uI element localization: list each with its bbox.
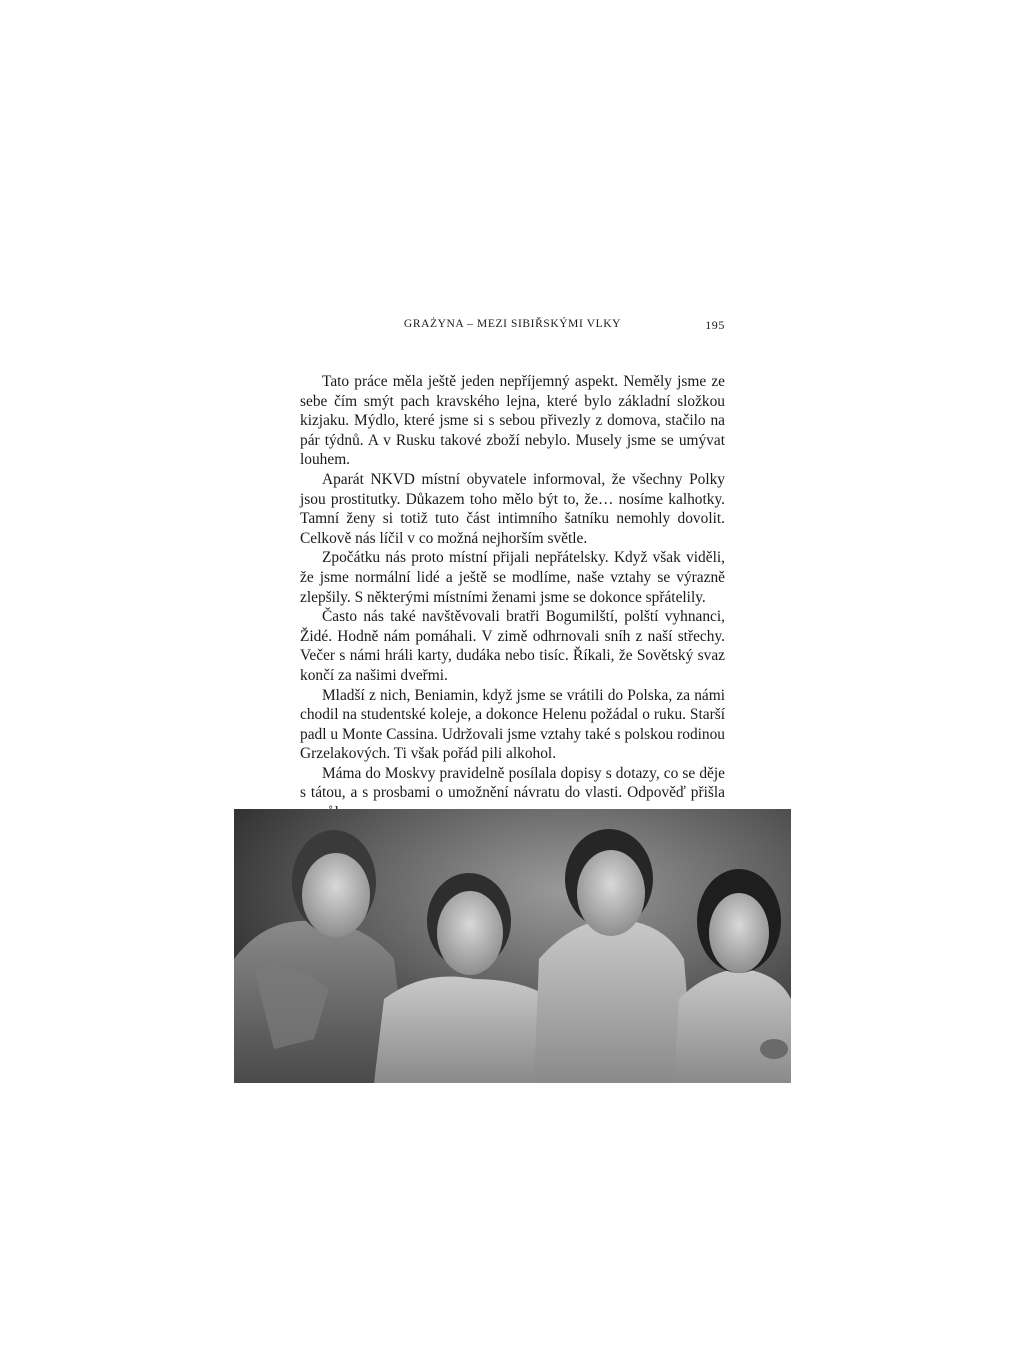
paragraph: Máma do Moskvy pravidelně posílala dopisy s dotazy, co se děje s tátou, a s prosbami o umožnění návratu do vlasti. Odpověď přišla <box>300 764 725 802</box>
photograph-four-women <box>234 809 791 1083</box>
paragraph: Tato práce měla ještě jeden nepříjemný aspekt. Neměly jsme ze sebe čím smýt pach kravského lejna, které bylo základní složkou kizjaku. Mýdlo, které jsme si s sebou přivezly z domova, stačilo na pár týdnů. A v Rusku takové zboží nebylo. Musely jsme se umývat louhem. <box>300 373 725 469</box>
paragraph: Mladší z nich, Beniamin, když jsme se vrátili do Polska, za námi chodil na studentské koleje, a dokonce Helenu požádal o ruku. Starší padl u Monte Cassina. Udržovali jsme vztahy také s polskou rodinou Grzelakových. Ti však pořád pili alkohol. <box>300 686 725 763</box>
running-head <box>300 318 725 336</box>
body-text <box>300 372 725 823</box>
paragraph: Aparát NKVD místní obyvatele informoval, že všechny Polky jsou prostitutky. Důkazem toho mělo být to, že… nosíme kalhotky. Tamní ženy si totiž tuto část intimního šatníku nemohly dovolit. Celkově nás líčil v co možná nejhorším světle. <box>300 470 725 547</box>
paragraph: Zpočátku nás proto místní přijali nepřátelsky. Když však viděli, že jsme normální lidé a ještě se modlíme, naše vztahy se výrazně zlepšily. S některými místními ženami jsme se dokonce spřátelily. <box>300 549 725 606</box>
running-head-title: GRAŻYNA – MEZI SIBIŘSKÝMI VLKY <box>403 318 622 330</box>
paragraph: Často nás také navštěvovali bratři Bogumilští, polští vyhnanci, Židé. Hodně nám pomáhali. V zimě odhrnovali sníh z naší střechy. Večer s námi hráli karty, dudáka nebo tisíc. Říkali, že Sovětský svaz končí za našimi dveřmi. <box>300 608 725 684</box>
page-number: 195 <box>705 318 725 332</box>
